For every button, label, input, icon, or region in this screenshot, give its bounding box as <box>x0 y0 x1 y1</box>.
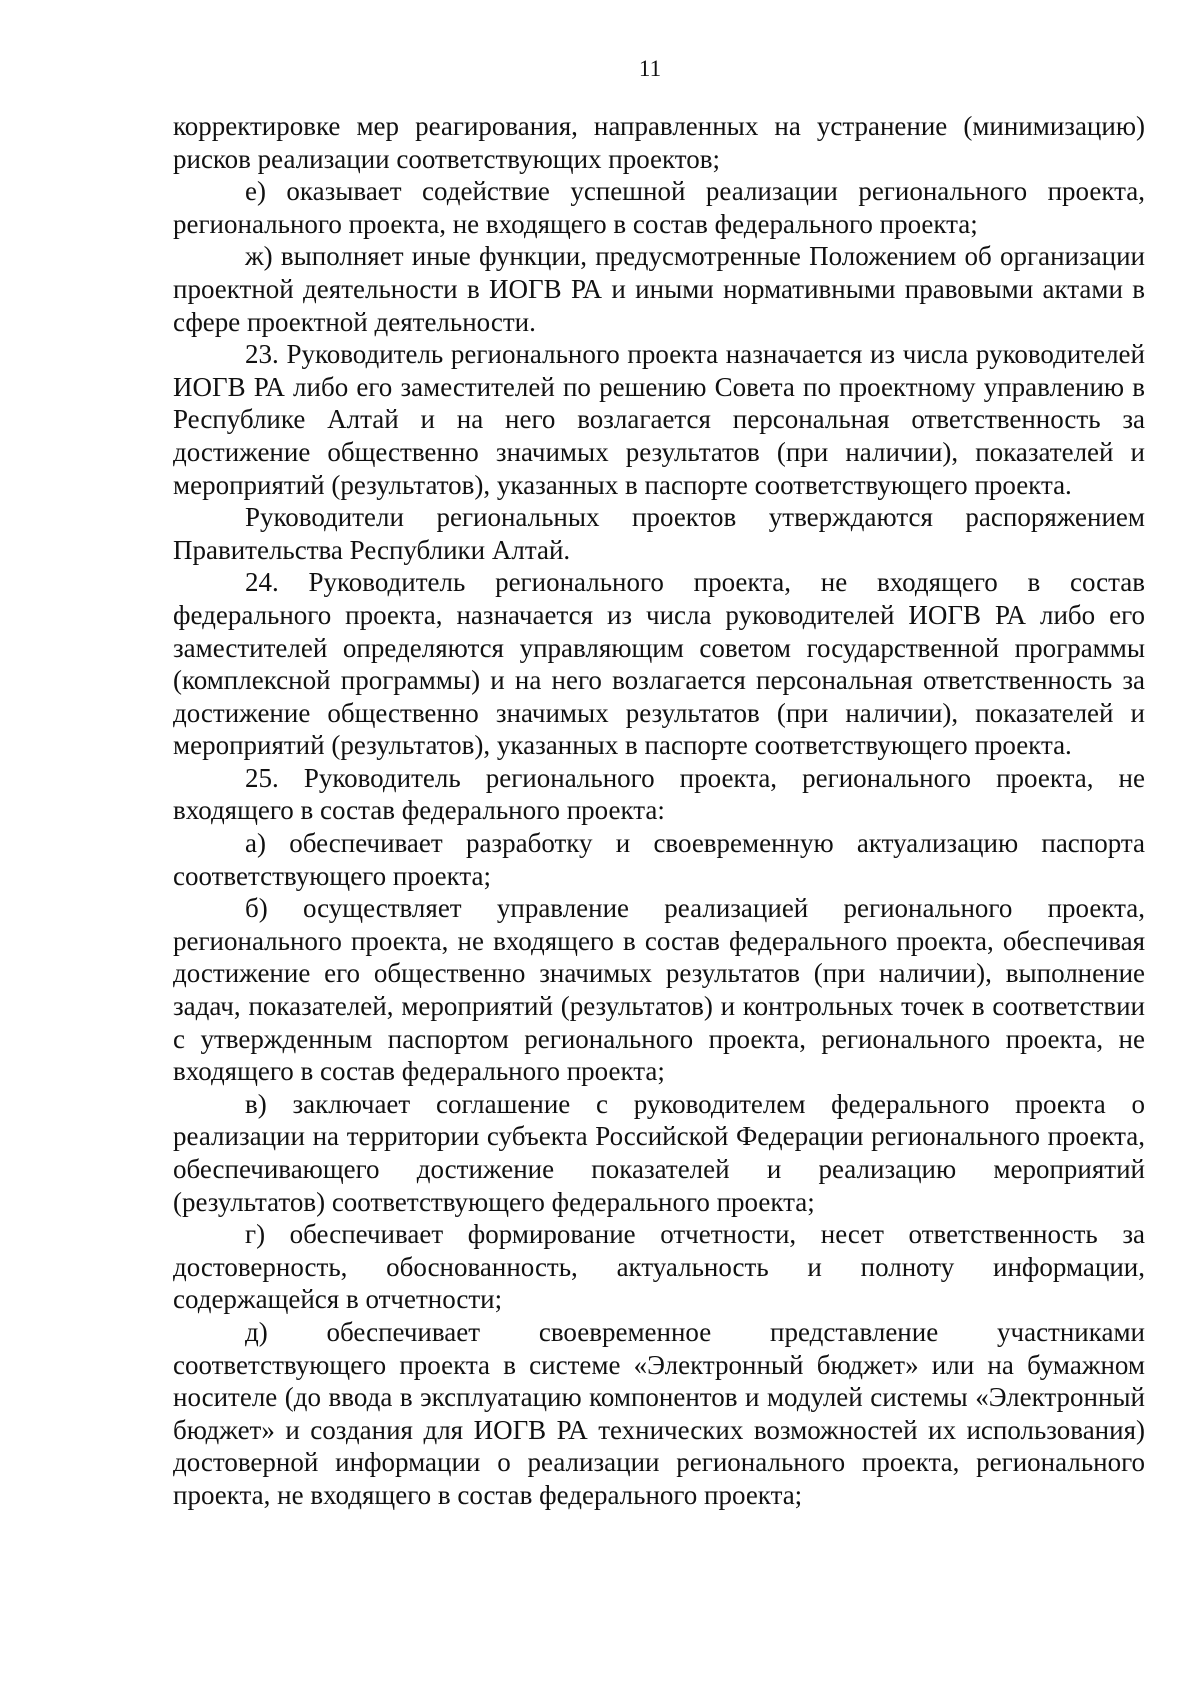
paragraph-item-a: а) обеспечивает разработку и своевременную актуализацию паспорта соответствующего проекта; <box>173 828 1145 891</box>
paragraph-item-g: г) обеспечивает формирование отчетности, несет ответственность за достоверность, обоснованность, актуальность и полноту информации, содержащейся в отчетности; <box>173 1219 1145 1315</box>
page-number: 11 <box>638 56 662 81</box>
paragraph-clause-23: 23. Руководитель регионального проекта назначается из числа руководителей ИОГВ РА либо его заместителей по решению Совета по проектному управлению в Республике Алтай и на него возлагается персональная ответственность за достижение общественно значимых результатов (при наличии), показателей и мероприятий (результатов), указанных в паспорте соответствующего проекта. <box>173 339 1145 500</box>
paragraph-item-b: б) осуществляет управление реализацией регионального проекта, регионального проекта, не входящего в состав федерального проекта, обеспечивая достижение его общественно значимых результатов (при наличии), выполнение задач, показателей, мероприятий (результатов) и контрольных точек в соответствии с утвержденным паспортом регионального проекта, регионального проекта, не входящего в состав федерального проекта; <box>173 893 1145 1087</box>
paragraph-clause-23-approval: Руководители региональных проектов утверждаются распоряжением Правительства Республики Алтай. <box>173 502 1145 565</box>
paragraph-clause-25: 25. Руководитель регионального проекта, регионального проекта, не входящего в состав федерального проекта: <box>173 762 1145 826</box>
document-body <box>173 110 1145 1512</box>
paragraph-continuation: корректировке мер реагирования, направленных на устранение (минимизацию) рисков реализации соответствующих проектов; <box>173 111 1145 174</box>
paragraph-item-v: в) заключает соглашение с руководителем федерального проекта о реализации на территории субъекта Российской Федерации регионального проекта, обеспечивающего достижение показателей и реализацию мероприятий (результатов) соответствующего федерального проекта; <box>173 1088 1145 1217</box>
paragraph-item-e: е) оказывает содействие успешной реализации регионального проекта, регионального проекта, не входящего в состав федерального проекта; <box>173 176 1145 239</box>
paragraph-clause-24: 24. Руководитель регионального проекта, не входящего в состав федерального проекта, назначается из числа руководителей ИОГВ РА либо его заместителей определяются управляющим советом государственной программы (комплексной программы) и на него возлагается персональная ответственность за достижение общественно значимых результатов (при наличии), показателей и мероприятий (результатов), указанных в паспорте соответствующего проекта. <box>173 567 1145 761</box>
paragraph-item-zh: ж) выполняет иные функции, предусмотренные Положением об организации проектной деятельности в ИОГВ РА и иными нормативными правовыми актами в сфере проектной деятельности. <box>173 241 1145 337</box>
paragraph-item-d: д) обеспечивает своевременное представление участниками соответствующего проекта в системе «Электронный бюджет» или на бумажном носителе (до ввода в эксплуатацию компонентов и модулей системы «Электронный бюджет» и создания для ИОГВ РА технических возможностей их использования) достоверной информации о реализации регионального проекта, регионального проекта, не входящего в состав федерального проекта; <box>173 1316 1145 1510</box>
